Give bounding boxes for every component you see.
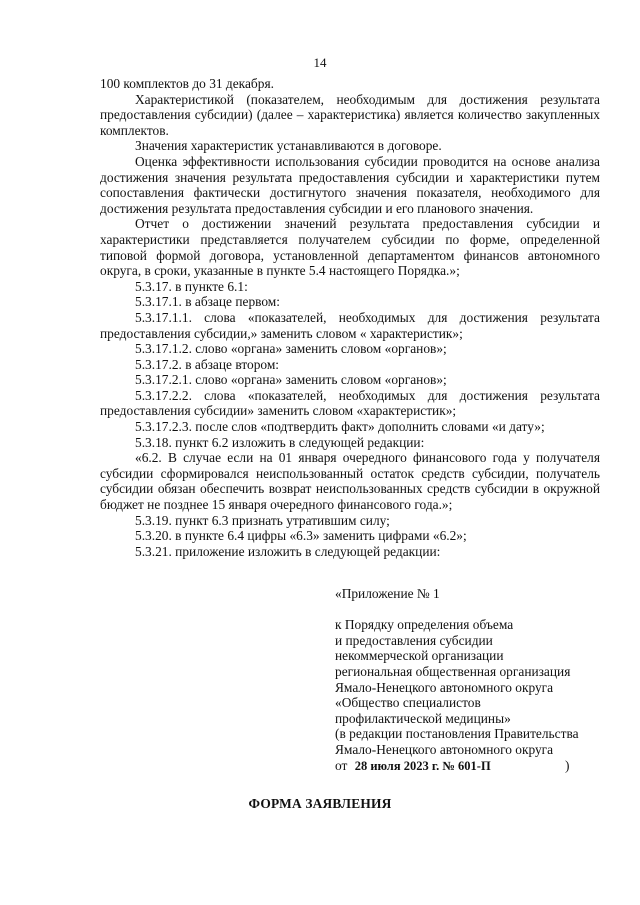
appendix-signature-line [335,758,615,775]
paragraph: «6.2. В случае если на 01 января очередного финансового года у получателя субсидии сформировался неиспользованный остаток средств субсидии, получатель субсидии обязан обеспечить возврат неиспользованных средств субсидии в окружной бюджет не позднее 15 января очередного финансового года.»; [100,450,600,513]
paragraph: 5.3.17. в пункте 6.1: [135,278,248,294]
paragraph: 5.3.19. пункт 6.3 признать утратившим силу; [135,512,390,528]
appendix-line: Ямало-Ненецкого автономного округа [335,741,554,757]
paragraph: 5.3.18. пункт 6.2 изложить в следующей редакции: [135,434,425,450]
paragraph: 5.3.20. в пункте 6.4 цифры «6.3» заменить цифрами «6.2»; [135,528,467,544]
paragraph: Характеристикой (показателем, необходимым для достижения результата предоставления субсидии) (далее – характеристика) является количество закупленных комплектов. [100,91,600,138]
appendix-gap [335,602,615,618]
paragraph: 100 комплектов до 31 декабря. [100,76,274,91]
appendix-lines [335,617,615,757]
appendix-line: некоммерческой организации [335,648,504,664]
paragraph: 5.3.17.2.1. слово «органа» заменить словом «органов»; [135,372,447,388]
body-text [100,76,600,559]
appendix-line: региональная общественная организация [335,663,571,679]
appendix-line: и предоставления субсидии [335,632,493,648]
signature-close: ) [565,757,570,773]
paragraph: 5.3.17.1.2. слово «органа» заменить словом «органов»; [135,341,447,357]
appendix-line: профилактической медицины» [335,710,511,726]
appendix-title: «Приложение № 1 [335,586,440,601]
paragraph: 5.3.21. приложение изложить в следующей редакции: [135,543,441,559]
signature-date: 28 июля 2023 г. № 601-П [354,758,491,773]
page-number: 14 [313,55,327,70]
paragraph: 5.3.17.2. в абзаце втором: [135,356,280,372]
paragraph: Значения характеристик устанавливаются в договоре. [135,138,442,154]
form-title: ФОРМА ЗАЯВЛЕНИЯ [248,796,392,811]
signature-prefix: от [335,757,348,773]
appendix-line: «Общество специалистов [335,695,481,711]
paragraph: 5.3.17.2.2. слова «показателей, необходимых для достижения результата предоставления субсидии» заменить словом «характеристик»; [100,387,600,419]
paragraph: Оценка эффективности использования субсидии проводится на основе анализа достижения значения результата предоставления субсидии и характеристики путем сопоставления фактически достигнутого значения показателя, необходимого для достижения результата предоставления субсидии и его планового значения. [100,153,600,216]
paragraph: 5.3.17.1.1. слова «показателей, необходимых для достижения результата предоставления субсидии,» заменить словом « характеристик»; [100,309,600,341]
paragraph: 5.3.17.2.3. после слов «подтвердить факт» дополнить словами «и дату»; [135,419,545,435]
appendix-line: (в редакции постановления Правительства [335,726,579,742]
appendix-block [335,586,615,774]
appendix-line: Ямало-Ненецкого автономного округа [335,679,554,695]
paragraph: 5.3.17.1. в абзаце первом: [135,294,281,310]
appendix-line: к Порядку определения объема [335,617,514,633]
paragraph: Отчет о достижении значений результата предоставления субсидии и характеристики представляется получателем субсидии по форме, определенной типовой формой договора, установленной департаментом финансов автономного округа, в сроки, указанные в пункте 5.4 настоящего Порядка.»; [100,216,600,279]
